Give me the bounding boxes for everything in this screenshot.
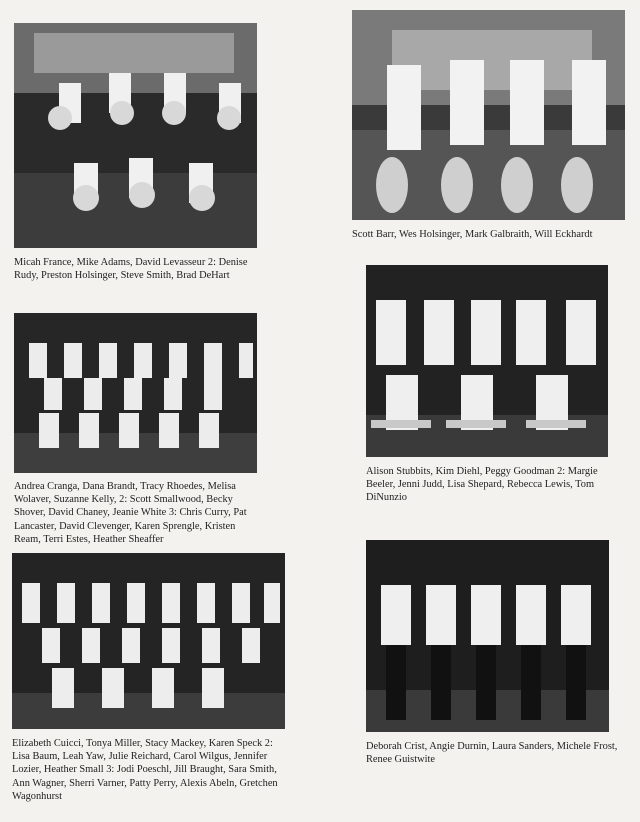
photo-image: [352, 10, 625, 220]
photo-caption-saxes-2: Alison Stubbits, Kim Diehl, Peggy Goodman 2: Margie Beeler, Jenni Judd, Lisa Shepard, Rebecca Lewis, Tom DiNunzio: [366, 466, 598, 504]
photo-caption-tubas-2: Scott Barr, Wes Holsinger, Mark Galbraith, Will Eckhardt: [352, 229, 593, 240]
band-photo-tubas-2: [352, 10, 625, 220]
photo-image: [14, 23, 257, 248]
photo-caption-tubas-1: Micah France, Mike Adams, David Levasseur 2: Denise Rudy, Preston Holsinger, Steve Smith, Brad DeHart: [14, 257, 248, 282]
band-photo-saxes-1: [14, 313, 257, 473]
photo-image: [366, 540, 609, 732]
photo-image: [12, 553, 285, 729]
band-photo-saxes-2: [366, 265, 608, 457]
photo-caption-saxes-1: Andrea Cranga, Dana Brandt, Tracy Rhoedes, Melisa Wolaver, Suzanne Kelly, 2: Scott Smallwood, Becky Shover, David Chaney, Jeanie White 3: Chris Curry, Pat Lancaster, David Clevenger, Karen Sprengle, Kristen Ream, Terri Estes, Heather Sheaffer: [14, 481, 247, 545]
photo-image: [366, 265, 608, 457]
band-photo-clarinets: [12, 553, 285, 729]
photo-image: [14, 313, 257, 473]
band-photo-flutes: [366, 540, 609, 732]
photo-caption-flutes: Deborah Crist, Angie Durnin, Laura Sanders, Michele Frost, Renee Guistwite: [366, 741, 618, 766]
photo-caption-clarinets: Elizabeth Cuicci, Tonya Miller, Stacy Mackey, Karen Speck 2: Lisa Baum, Leah Yaw, Julie Reichard, Carol Wilgus, Jennifer Lozier, Heather Small 3: Jodi Poeschl, Jill Braught, Sara Smith, Ann Wagner, Sherri Varner, Patty Perry, Alexis Abeln, Gretchen Wagonhurst: [12, 738, 278, 802]
band-photo-tubas-1: [14, 23, 257, 248]
